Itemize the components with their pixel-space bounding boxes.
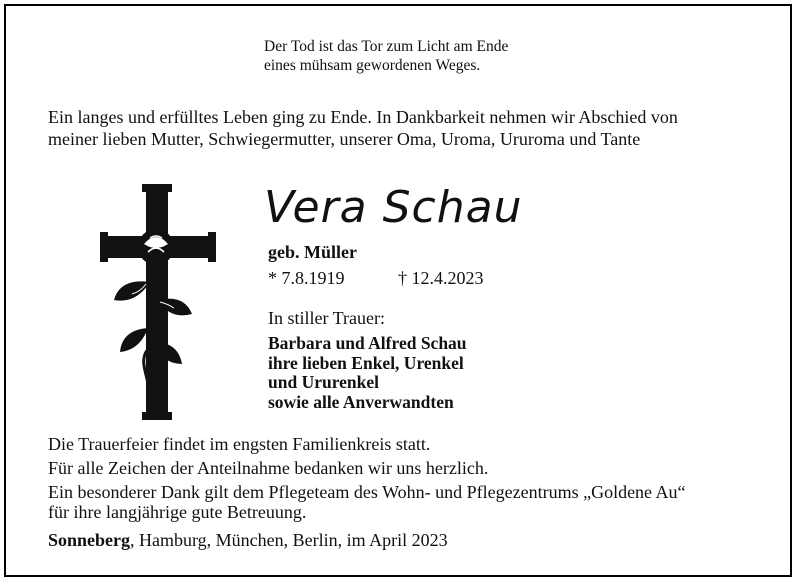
funeral-note: Die Trauerfeier findet im engsten Familienkreis statt. [48,434,431,454]
cross-with-rose-icon [98,182,218,422]
motto-quote [264,37,508,75]
mourning-label: In stiller Trauer: [268,308,385,328]
birth-date: * 7.8.1919 [268,268,345,288]
deceased-name: Vera Schau [264,182,523,233]
special-thanks-line-1: Ein besonderer Dank gilt dem Pflegeteam des Wohn- und Pflegezentrums „Goldene Au“ [48,482,686,502]
mourner-line: und Ururenkel [268,372,380,392]
mourner-line: sowie alle Anverwandten [268,391,454,412]
thanks-note: Für alle Zeichen der Anteilnahme bedanken wir uns herzlich. [48,458,489,478]
closing-town: Sonneberg [48,530,131,550]
intro-line-2: meiner lieben Mutter, Schwiegermutter, unserer Oma, Uroma, Ururoma und Tante [48,129,641,149]
motto-line-2: eines mühsam gewordenen Weges. [264,57,481,74]
intro-text [48,106,788,150]
mourner-line: Barbara und Alfred Schau [268,333,467,353]
mourners-list [268,334,467,412]
maiden-name: geb. Müller [268,242,357,262]
mourner-line: ihre lieben Enkel, Urenkel [268,352,464,373]
death-date: † 12.4.2023 [398,268,484,288]
closing-places: , Hamburg, München, Berlin, im April 2023 [130,530,448,550]
intro-line-1: Ein langes und erfülltes Leben ging zu Ende. In Dankbarkeit nehmen wir Abschied von [48,107,678,127]
motto-line-1: Der Tod ist das Tor zum Licht am Ende [264,38,509,55]
closing-line [48,530,448,551]
notes-text [48,434,788,526]
special-thanks-line-2: für ihre langjährige gute Betreuung. [48,502,307,522]
obituary-notice [4,4,792,577]
